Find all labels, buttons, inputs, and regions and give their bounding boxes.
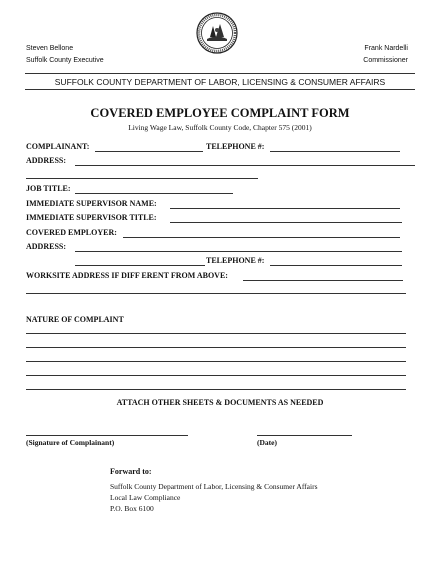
executive-name: Steven Bellone: [26, 45, 74, 52]
worksite-field-2[interactable]: [26, 293, 406, 294]
employer-address-field-2[interactable]: [75, 265, 205, 266]
telephone-label: TELEPHONE #:: [206, 142, 265, 151]
forward-line-1: Suffolk County Department of Labor, Licensing & Consumer Affairs: [110, 482, 318, 491]
complaint-line-5[interactable]: [26, 389, 406, 390]
job-title-label: JOB TITLE:: [26, 184, 71, 193]
header-rule-top: [25, 73, 415, 74]
address-field-2[interactable]: [26, 178, 258, 179]
date-label: (Date): [257, 438, 277, 447]
supervisor-name-field[interactable]: [170, 208, 400, 209]
complainant-field[interactable]: [95, 151, 203, 152]
header-rule-bottom: [25, 89, 415, 90]
supervisor-title-field[interactable]: [170, 222, 402, 223]
commissioner-name: Frank Nardelli: [364, 45, 408, 52]
forward-line-2: Local Law Compliance: [110, 493, 181, 502]
signature-label: (Signature of Complainant): [26, 438, 115, 447]
telephone-field[interactable]: [270, 151, 400, 152]
job-title-field[interactable]: [75, 193, 233, 194]
executive-title: Suffolk County Executive: [26, 57, 104, 64]
signature-field[interactable]: [26, 435, 188, 436]
employer-telephone-field[interactable]: [270, 265, 402, 266]
employer-field[interactable]: [123, 237, 400, 238]
forward-heading: Forward to:: [110, 467, 152, 476]
complainant-label: COMPLAINANT:: [26, 142, 90, 151]
forward-line-3: P.O. Box 6100: [110, 504, 154, 513]
address-field-1[interactable]: [75, 165, 415, 166]
attach-note: ATTACH OTHER SHEETS & DOCUMENTS AS NEEDED: [116, 398, 324, 407]
nature-label: NATURE OF COMPLAINT: [26, 315, 124, 324]
worksite-label: WORKSITE ADDRESS IF DIFF ERENT FROM ABOVE:: [26, 271, 228, 280]
supervisor-title-label: IMMEDIATE SUPERVISOR TITLE:: [26, 213, 157, 222]
form-title: COVERED EMPLOYEE COMPLAINT FORM: [90, 106, 350, 120]
complaint-line-3[interactable]: [26, 361, 406, 362]
employer-telephone-label: TELEPHONE #:: [206, 256, 265, 265]
form-subtitle: Living Wage Law, Suffolk County Code, Chapter 575 (2001): [128, 123, 312, 132]
worksite-field[interactable]: [243, 280, 403, 281]
address-label: ADDRESS:: [26, 156, 67, 165]
employer-address-field[interactable]: [75, 251, 402, 252]
county-seal-icon: [196, 12, 238, 54]
date-field[interactable]: [257, 435, 352, 436]
complaint-line-2[interactable]: [26, 347, 406, 348]
employer-label: COVERED EMPLOYER:: [26, 228, 117, 237]
employer-address-label: ADDRESS:: [26, 242, 67, 251]
department-name: SUFFOLK COUNTY DEPARTMENT OF LABOR, LICENSING & CONSUMER AFFAIRS: [54, 77, 386, 87]
commissioner-title: Commissioner: [363, 57, 408, 64]
supervisor-name-label: IMMEDIATE SUPERVISOR NAME:: [26, 199, 157, 208]
complaint-line-1[interactable]: [26, 333, 406, 334]
complaint-line-4[interactable]: [26, 375, 406, 376]
